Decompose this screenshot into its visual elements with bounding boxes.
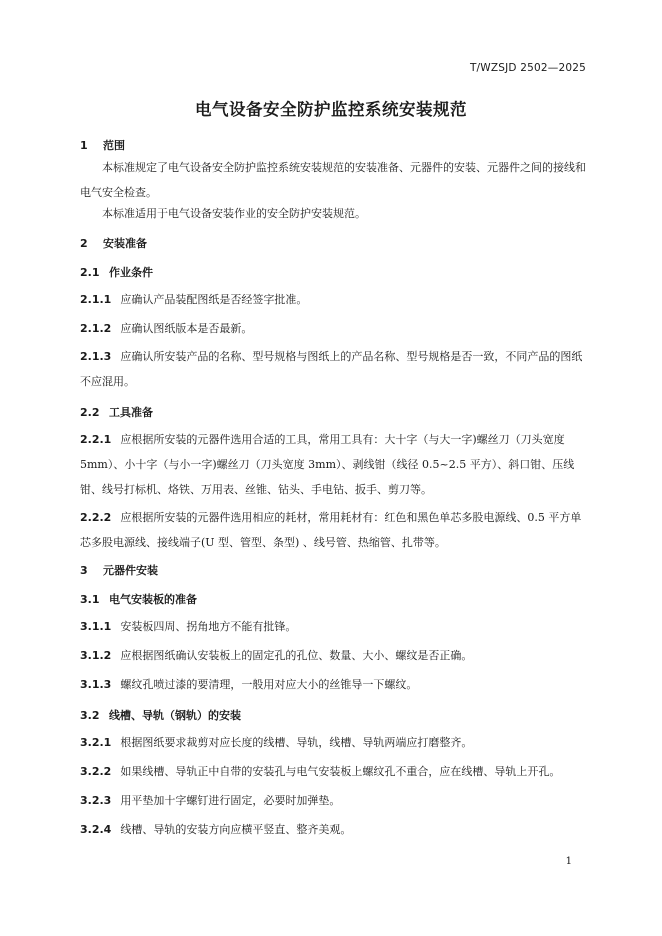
clause-text: 应根据所安装的元器件选用相应的耗材，常用耗材有：红色和黑色单芯多股电源线、0.5 平方单芯多股电源线、接线端子(U 型、管型、条型) 、线号管、热缩管、扎带等。: [80, 511, 582, 549]
clause-2-1-3: [80, 344, 586, 394]
clause-3-2-2: [80, 759, 586, 784]
page-number: 1: [565, 856, 572, 867]
clause-2-1-1: [80, 287, 586, 312]
section-title: 安装准备: [103, 237, 147, 250]
section-title: 工具准备: [109, 406, 153, 419]
section-number: 2: [80, 237, 88, 250]
section-heading-2-2: [80, 404, 153, 420]
section-number: 2.2: [80, 406, 100, 419]
clause-number: 2.1.3: [80, 350, 112, 363]
clause-number: 3.2.2: [80, 765, 112, 778]
clause-number: 2.2.1: [80, 433, 112, 446]
clause-text: 应根据图纸确认安装板上的固定孔的孔位、数量、大小、螺纹是否正确。: [120, 649, 473, 662]
clause-text: 线槽、导轨的安装方向应横平竖直、整齐美观。: [120, 823, 352, 836]
clause-3-2-3: [80, 788, 586, 813]
clause-3-2-4: [80, 817, 586, 842]
clause-text: 应确认产品装配图纸是否经签字批准。: [120, 293, 308, 306]
section-title: 线槽、导轨（钢轨）的安装: [109, 709, 241, 722]
clause-number: 3.2.4: [80, 823, 112, 836]
section-heading-2-1: [80, 264, 153, 280]
section-heading-2: [80, 235, 147, 251]
section-title: 电气安装板的准备: [109, 593, 197, 606]
section-title: 范围: [103, 139, 125, 152]
section-heading-3-2: [80, 707, 241, 723]
clause-3-1-3: [80, 672, 586, 697]
scope-paragraph-1: 本标准规定了电气设备安全防护监控系统安装规范的安装准备、元器件的安装、元器件之间的接线和电气安全检查。: [80, 161, 586, 199]
standard-code: T/WZSJD 2502—2025: [469, 62, 586, 74]
section-number: 1: [80, 139, 88, 152]
clause-number: 3.1.3: [80, 678, 112, 691]
document-title: 电气设备安全防护监控系统安装规范: [195, 100, 467, 119]
clause-number: 2.1.2: [80, 322, 112, 335]
clause-3-1-1: [80, 614, 586, 639]
clause-3-2-1: [80, 730, 586, 755]
clause-2-1-2: [80, 316, 586, 341]
clause-text: 应确认所安装产品的名称、型号规格与图纸上的产品名称、型号规格是否一致，不同产品的图纸不应混用。: [80, 350, 583, 388]
section-title: 元器件安装: [103, 564, 158, 577]
clause-3-1-2: [80, 643, 586, 668]
section-title: 作业条件: [109, 266, 153, 279]
clause-2-2-2: [80, 505, 586, 555]
section-number: 3.1: [80, 593, 100, 606]
clause-2-2-1: [80, 427, 586, 502]
section-heading-3-1: [80, 591, 197, 607]
clause-text: 应根据所安装的元器件选用合适的工具，常用工具有：大十字（与大一字)螺丝刀（刀头宽度 5mm）、小十字（与小一字)螺丝刀（刀头宽度 3mm）、剥线钳（线径 0.5~2.5 平方）、斜口钳、压线钳、线号打标机、烙铁、万用表、丝锥、钻头、手电钻、扳手、剪刀等。: [80, 433, 575, 496]
clause-text: 应确认图纸版本是否最新。: [120, 322, 253, 335]
section-heading-1: [80, 137, 125, 153]
scope-paragraph-2: 本标准适用于电气设备安装作业的安全防护安装规范。: [102, 207, 366, 220]
clause-number: 3.2.1: [80, 736, 112, 749]
clause-text: 螺纹孔喷过漆的要清理，一般用对应大小的丝锥导一下螺纹。: [120, 678, 418, 691]
clause-text: 根据图纸要求裁剪对应长度的线槽、导轨，线槽、导轨两端应打磨整齐。: [120, 736, 473, 749]
clause-number: 3.1.2: [80, 649, 112, 662]
clause-number: 3.2.3: [80, 794, 112, 807]
clause-number: 2.1.1: [80, 293, 112, 306]
section-number: 2.1: [80, 266, 100, 279]
clause-number: 2.2.2: [80, 511, 112, 524]
clause-number: 3.1.1: [80, 620, 112, 633]
clause-text: 如果线槽、导轨正中自带的安装孔与电气安装板上螺纹孔不重合，应在线槽、导轨上开孔。: [120, 765, 561, 778]
clause-text: 安装板四周、拐角地方不能有批锋。: [120, 620, 297, 633]
clause-text: 用平垫加十字螺钉进行固定，必要时加弹垫。: [120, 794, 341, 807]
section-heading-3: [80, 562, 158, 578]
section-number: 3.2: [80, 709, 100, 722]
section-number: 3: [80, 564, 88, 577]
